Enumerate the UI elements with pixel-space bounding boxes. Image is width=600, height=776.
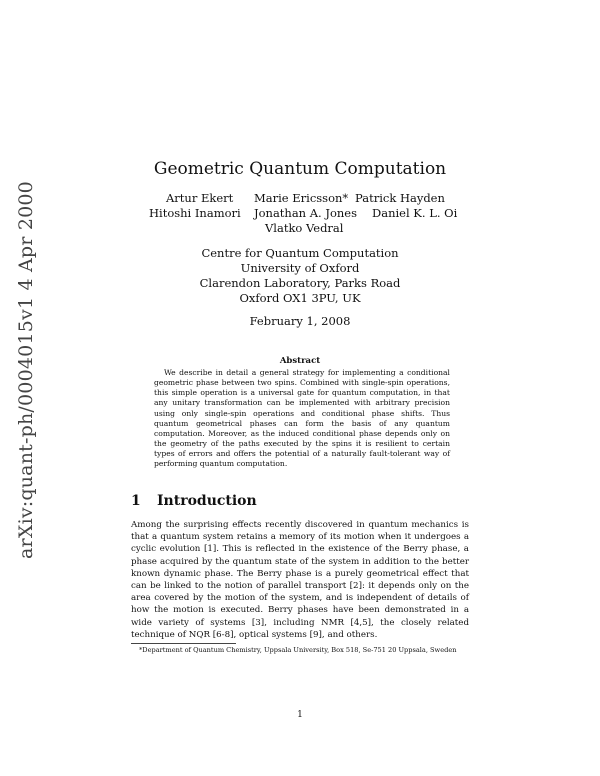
section-title: Introduction <box>157 493 257 509</box>
author-name: Artur Ekert <box>166 191 234 205</box>
abstract-text: We describe in detail a general strategy for implementing a conditional geometric phase between two spins. Combined with single-spin operations, this simple operation is a universal gate for quantum computation, in that any unitary transformation can be implemented with arbitrary precision using only single-spin operations and conditional phase shifts. Thus quantum geometrical phases can form the basis of any quantum computation. Moreover, as the induced conditional phase depends only on the geometry of the paths executed by the spins it is resilient to certain types of errors and offers the potential of a naturally fault-tolerant way of performing quantum computation. <box>154 368 450 469</box>
affiliation-line: University of Oxford <box>240 261 360 275</box>
footnote-rule <box>131 643 236 644</box>
paper-date: February 1, 2008 <box>249 314 351 328</box>
affiliation-line: Clarendon Laboratory, Parks Road <box>199 276 401 290</box>
section-heading <box>131 493 257 509</box>
affiliation-line: Oxford OX1 3PU, UK <box>239 291 361 305</box>
page-number: 1 <box>297 710 303 720</box>
author-name: Hitoshi Inamori <box>149 206 241 220</box>
author-name: Vlatko Vedral <box>265 221 344 235</box>
author-name: Patrick Hayden <box>355 191 445 205</box>
arxiv-identifier-text: arXiv:quant-ph/0004015v1 4 Apr 2000 <box>15 181 37 559</box>
arxiv-identifier <box>4 181 48 559</box>
affiliation-line: Centre for Quantum Computation <box>201 246 399 260</box>
section-number: 1 <box>131 493 141 509</box>
section-body: Among the surprising effects recently discovered in quantum mechanics is that a quantum system retains a memory of its motion when it undergoes a cyclic evolution [1]. This is reflected in the existence of the Berry phase, a phase acquired by the quantum state of the system in addition to the better known dynamic phase. The Berry phase is a purely geometrical effect that can be linked to the notion of parallel transport [2]: it depends only on the area covered by the motion of the system, and is independent of details of how the motion is executed. Berry phases have been demonstrated in a wide variety of systems [3], including NMR [4,5], the closely related technique of NQR [6-8], optical systems [9], and others. <box>131 520 469 640</box>
paper-title: Geometric Quantum Computation <box>153 159 447 179</box>
author-name: Marie Ericsson* <box>254 191 349 205</box>
author-name: Jonathan A. Jones <box>254 206 358 220</box>
footnote: *Department of Quantum Chemistry, Uppsala University, Box 518, Se-751 20 Uppsala, Sweden <box>139 646 457 654</box>
abstract-heading: Abstract <box>279 356 321 366</box>
author-name: Daniel K. L. Oi <box>372 206 458 220</box>
